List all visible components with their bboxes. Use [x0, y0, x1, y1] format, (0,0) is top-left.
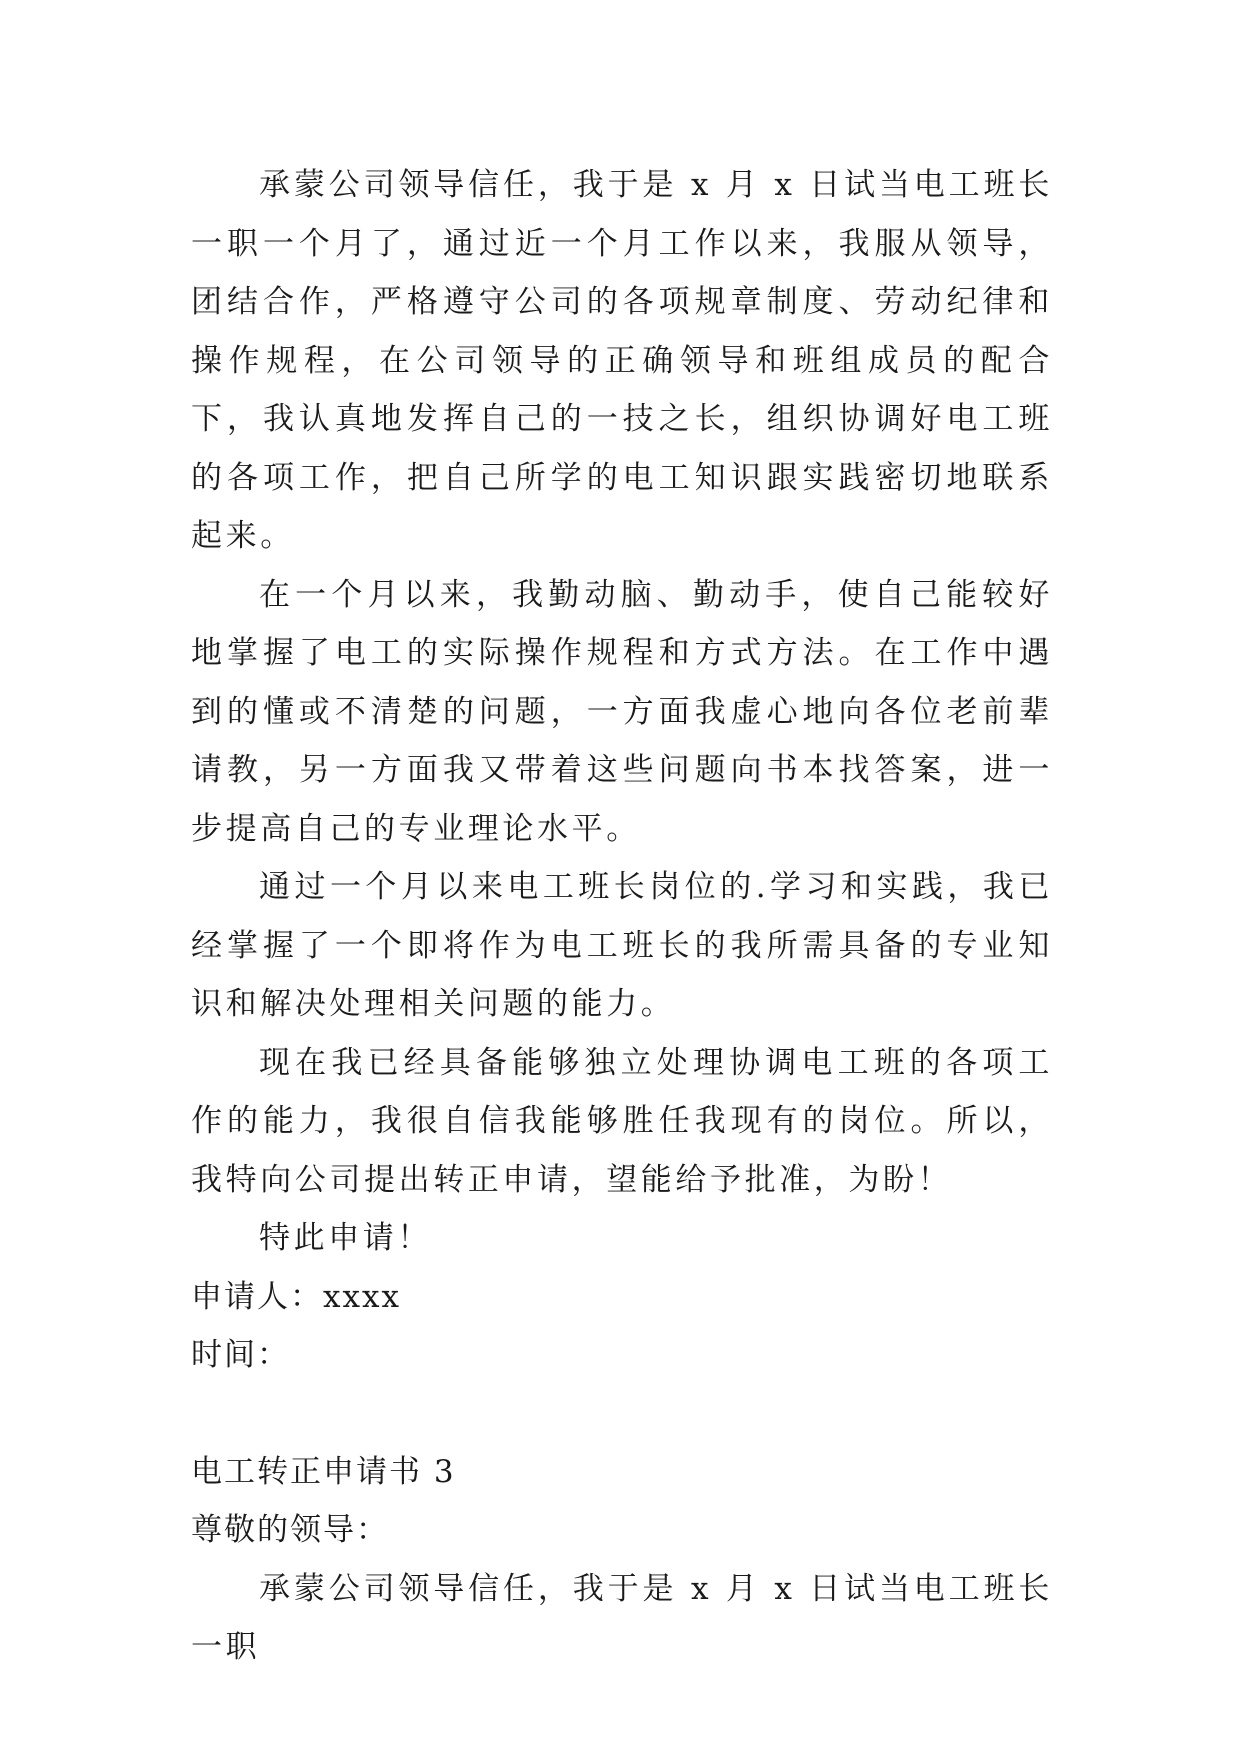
body-paragraph-4: 现在我已经具备能够独立处理协调电工班的各项工作的能力，我很自信我能够胜任我现有的岗位。所以，我特向公司提出转正申请，望能给予批准，为盼！	[191, 1044, 1053, 1198]
document-page	[191, 156, 1053, 1677]
body-paragraph-2: 在一个月以来，我勤动脑、勤动手，使自己能较好地掌握了电工的实际操作规程和方式方法。在工作中遇到的懂或不清楚的问题，一方面我虚心地向各位老前辈请教，另一方面我又带着这些问题向书本找答案，进一步提高自己的专业理论水平。	[191, 576, 1053, 847]
applicant-line: 申请人：xxxx	[191, 1278, 401, 1315]
body-paragraph-1: 承蒙公司领导信任，我于是 x 月 x 日试当电工班长一职一个月了，通过近一个月工作以来，我服从领导，团结合作，严格遵守公司的各项规章制度、劳动纪律和操作规程，在公司领导的正确领导和班组成员的配合下，我认真地发挥自己的一技之长，组织协调好电工班的各项工作，把自己所学的电工知识跟实践密切地联系起来。	[191, 167, 1053, 554]
section-title: 电工转正申请书 3	[191, 1453, 456, 1490]
time-line: 时间：	[191, 1337, 290, 1373]
salutation: 尊敬的领导：	[191, 1512, 389, 1548]
section-gap	[191, 1385, 1053, 1443]
next-body-paragraph-1: 承蒙公司领导信任，我于是 x 月 x 日试当电工班长一职	[191, 1570, 1053, 1665]
body-paragraph-3: 通过一个月以来电工班长岗位的.学习和实践，我已经掌握了一个即将作为电工班长的我所需具备的专业知识和解决处理相关问题的能力。	[191, 869, 1053, 1022]
closing-remark: 特此申请！	[259, 1220, 432, 1256]
